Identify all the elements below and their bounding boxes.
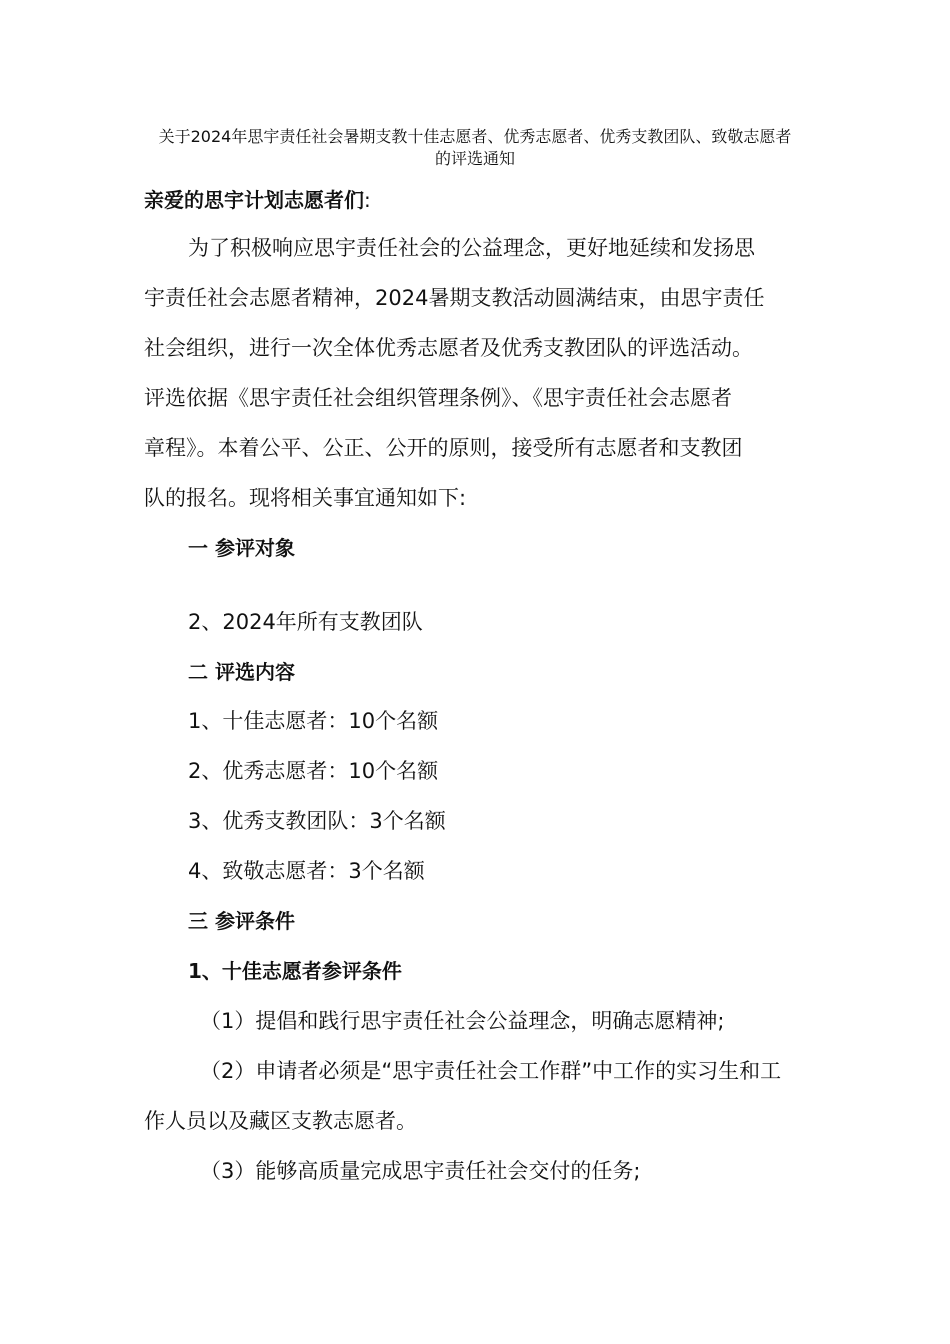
intro-line-5: 章程》。本着公平、公正、公开的原则，接受所有志愿者和支教团 (144, 436, 743, 460)
intro-line-6: 队的报名。现将相关事宜通知如下: (144, 486, 467, 510)
greeting (144, 185, 371, 215)
intro-line-4: 评选依据《思宇责任社会组织管理条例》、《思宇责任社会志愿者 (144, 386, 732, 410)
intro-line-1: 为了积极响应思宇责任社会的公益理念，更好地延续和发扬思 (188, 236, 755, 260)
section3-subheading: 1、十佳志愿者参评条件 (188, 959, 402, 983)
section1-item: 2、2024年所有支教团队 (188, 610, 423, 634)
condition-2-continued: 作人员以及藏区支教志愿者。 (144, 1109, 417, 1133)
section-heading-3: 三 参评条件 (188, 909, 295, 933)
section2-item-3: 3、优秀支教团队：3个名额 (188, 809, 446, 833)
greeting-text: 亲爱的思宇计划志愿者们 (144, 188, 364, 212)
document-title (140, 126, 810, 170)
intro-line-2: 宇责任社会志愿者精神，2024暑期支教活动圆满结束，由思宇责任 (144, 286, 765, 310)
section2-item-4: 4、致敬志愿者：3个名额 (188, 859, 425, 883)
title-line-1: 关于2024年思宇责任社会暑期支教十佳志愿者、优秀志愿者、优秀支教团队、致敬志愿者 (158, 127, 792, 146)
section2-item-1: 1、十佳志愿者：10个名额 (188, 709, 439, 733)
intro-line-3: 社会组织，进行一次全体优秀志愿者及优秀支教团队的评选活动。 (144, 336, 753, 360)
section2-item-2: 2、优秀志愿者：10个名额 (188, 759, 439, 783)
greeting-colon: : (364, 188, 371, 212)
condition-2: （2）申请者必须是“思宇责任社会工作群”中工作的实习生和工 (200, 1059, 782, 1083)
condition-1: （1）提倡和践行思宇责任社会公益理念，明确志愿精神; (200, 1009, 725, 1033)
section-heading-1: 一 参评对象 (188, 536, 295, 560)
section-heading-2: 二 评选内容 (188, 660, 295, 684)
title-line-2: 的评选通知 (434, 149, 515, 168)
condition-3: （3）能够高质量完成思宇责任社会交付的任务; (200, 1159, 641, 1183)
